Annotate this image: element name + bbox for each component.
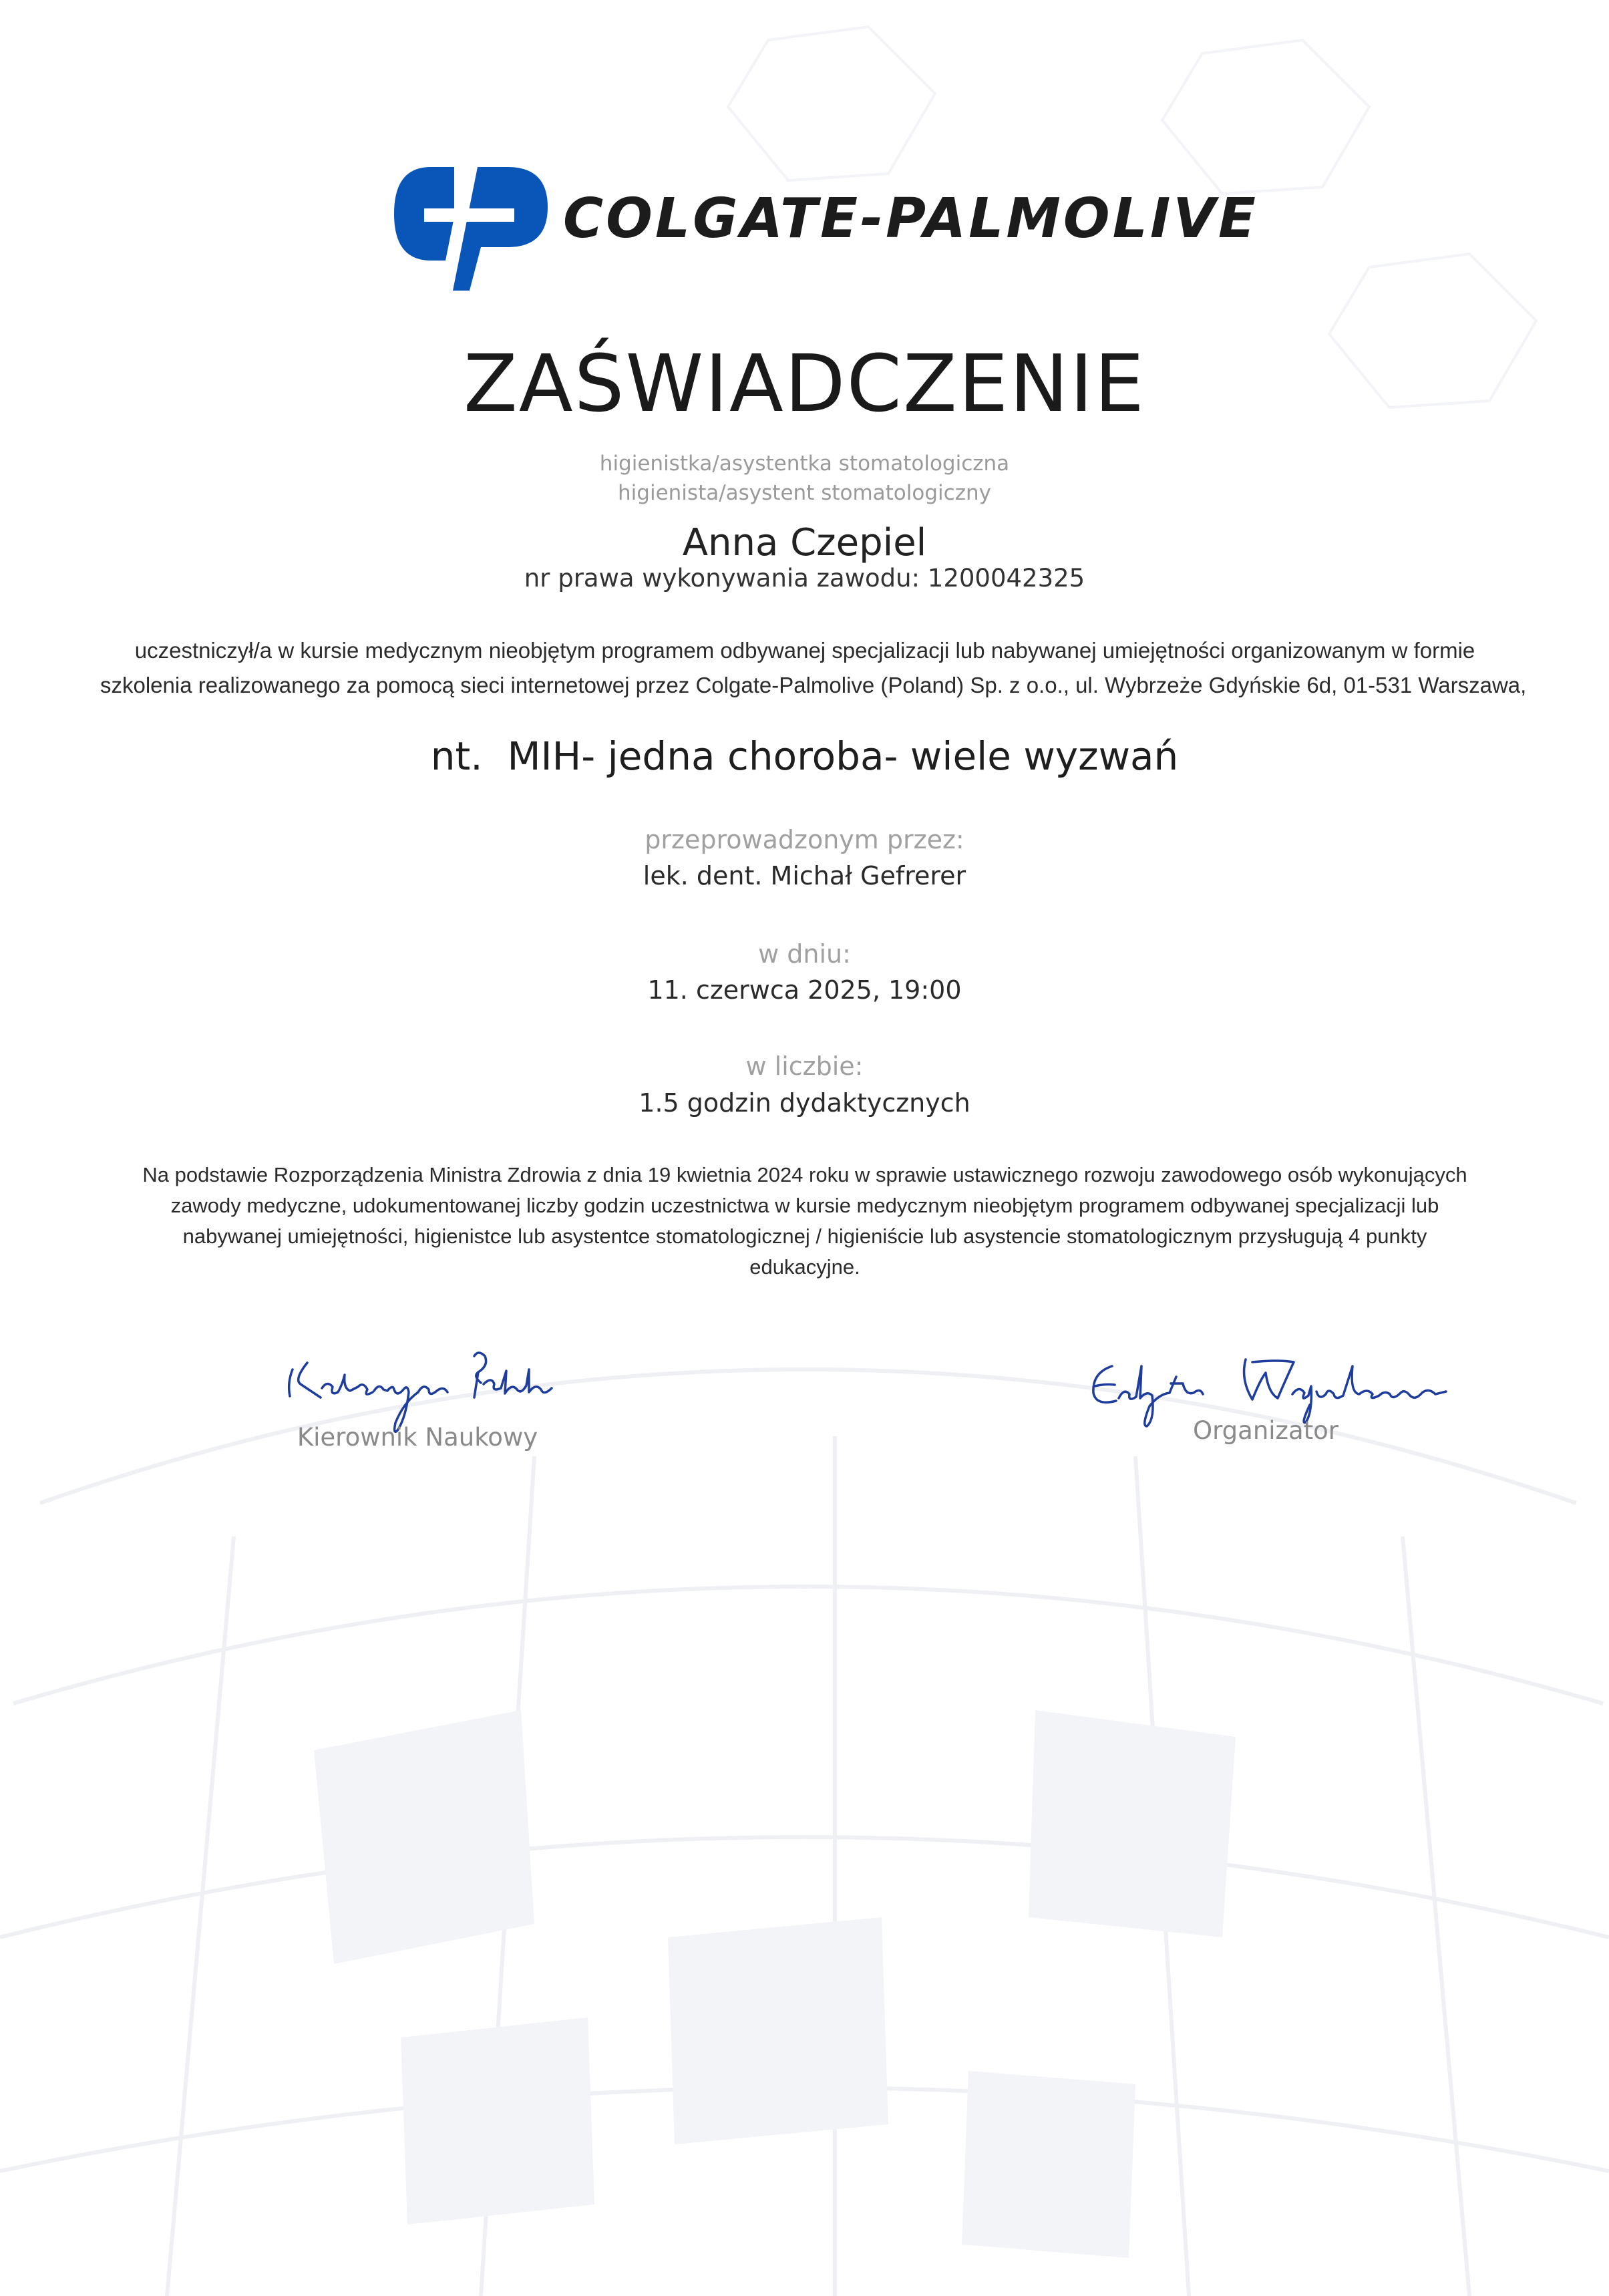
signature-left — [281, 1336, 574, 1436]
intro-line: szkolenia realizowanego za pomocą sieci internetowej przez Colgate-Palmolive (Poland) Sp. z o.o., ul. Wybrzeże Gdyńskie 6d, 01-531 Warszawa, — [100, 673, 1527, 697]
conducted-by-label: przeprowadzonym przez: — [645, 825, 964, 854]
scientific-director-label: Kierownik Naukowy — [297, 1423, 538, 1452]
legal-line: nabywanej umiejętności, higienistce lub asystentce stomatologicznej / higieniście lub asystencie stomatologicznym przysługują 4 punkty — [182, 1224, 1427, 1248]
date-label: w dniu: — [758, 939, 851, 969]
organizer-label: Organizator — [1192, 1416, 1339, 1445]
certificate-title: ZAŚWIADCZENIE — [464, 337, 1145, 430]
company-logo — [391, 160, 1258, 294]
conducted-by-value: lek. dent. Michał Gefrerer — [643, 861, 966, 890]
hours-value: 1.5 godzin dydaktycznych — [639, 1088, 970, 1118]
legal-line: edukacyjne. — [749, 1255, 860, 1279]
intro-line: uczestniczył/a w kursie medycznym nieobjętym programem odbywanej specjalizacji lub nabywanej umiejętności organizowanym w formie — [134, 638, 1475, 663]
hours-label: w liczbie: — [745, 1051, 864, 1081]
company-logo-text: COLGATE-PALMOLIVE — [563, 187, 1258, 251]
legal-line: Na podstawie Rozporządzenia Ministra Zdrowia z dnia 19 kwietnia 2024 roku w sprawie ustawicznego rozwoju zawodowego osób wykonujących — [142, 1163, 1467, 1186]
intro-paragraph — [100, 633, 1527, 703]
date-value: 11. czerwca 2025, 19:00 — [647, 975, 962, 1005]
recipient-name: Anna Czepiel — [682, 521, 927, 564]
role-male: higienista/asystent stomatologiczny — [618, 481, 991, 505]
course-topic: nt. MIH- jedna choroba- wiele wyzwań — [430, 733, 1179, 779]
license-number: nr prawa wykonywania zawodu: 1200042325 — [524, 564, 1085, 593]
colgate-palmolive-emblem-icon — [391, 160, 551, 294]
role-female: higienistka/asystentka stomatologiczna — [599, 452, 1010, 476]
legal-paragraph — [100, 1160, 1509, 1283]
legal-line: zawody medyczne, udokumentowanej liczby godzin uczestnictwa w kursie medycznym nieobjętym programem odbywanej specjalizacji lub — [170, 1194, 1439, 1217]
